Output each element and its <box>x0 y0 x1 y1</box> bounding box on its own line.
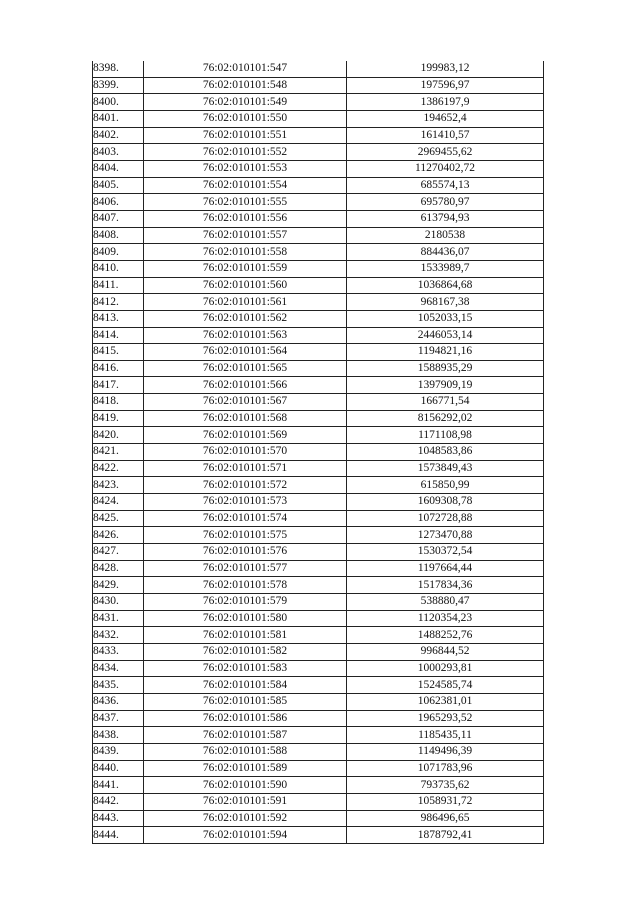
cadastral-value-cell: 1530372,54 <box>347 544 544 561</box>
row-number-cell: 8407. <box>93 210 144 227</box>
row-number-cell: 8409. <box>93 244 144 261</box>
table-row <box>93 260 544 277</box>
table-row <box>93 227 544 244</box>
cadastral-number-cell: 76:02:010101:594 <box>144 827 347 844</box>
row-number-cell: 8431. <box>93 610 144 627</box>
cadastral-value-cell: 194652,4 <box>347 110 544 127</box>
row-number-cell: 8403. <box>93 144 144 161</box>
cadastral-number-cell: 76:02:010101:560 <box>144 277 347 294</box>
table-row <box>93 277 544 294</box>
cadastral-number-cell: 76:02:010101:561 <box>144 294 347 311</box>
row-number-cell: 8404. <box>93 160 144 177</box>
table-row <box>93 360 544 377</box>
table-row <box>93 394 544 411</box>
cadastral-number-cell: 76:02:010101:569 <box>144 427 347 444</box>
cadastral-number-cell: 76:02:010101:558 <box>144 244 347 261</box>
table-row <box>93 810 544 827</box>
cadastral-value-cell: 1071783,96 <box>347 760 544 777</box>
cadastral-value-cell: 695780,97 <box>347 194 544 211</box>
cadastral-number-cell: 76:02:010101:549 <box>144 94 347 111</box>
cadastral-number-cell: 76:02:010101:575 <box>144 527 347 544</box>
row-number-cell: 8400. <box>93 94 144 111</box>
row-number-cell: 8418. <box>93 394 144 411</box>
cadastral-value-cell: 613794,93 <box>347 210 544 227</box>
table-row <box>93 594 544 611</box>
table-row <box>93 727 544 744</box>
cadastral-value-cell: 1273470,88 <box>347 527 544 544</box>
row-number-cell: 8416. <box>93 360 144 377</box>
cadastral-number-cell: 76:02:010101:563 <box>144 327 347 344</box>
cadastral-value-cell: 1171108,98 <box>347 427 544 444</box>
table-row <box>93 310 544 327</box>
row-number-cell: 8412. <box>93 294 144 311</box>
cadastral-value-cell: 1878792,41 <box>347 827 544 844</box>
cadastral-number-cell: 76:02:010101:562 <box>144 310 347 327</box>
cadastral-value-table <box>92 61 544 844</box>
row-number-cell: 8424. <box>93 494 144 511</box>
cadastral-number-cell: 76:02:010101:547 <box>144 61 347 77</box>
cadastral-number-cell: 76:02:010101:583 <box>144 660 347 677</box>
table-row <box>93 677 544 694</box>
row-number-cell: 8417. <box>93 377 144 394</box>
table-row <box>93 427 544 444</box>
cadastral-value-cell: 1517834,36 <box>347 577 544 594</box>
row-number-cell: 8426. <box>93 527 144 544</box>
row-number-cell: 8441. <box>93 777 144 794</box>
row-number-cell: 8419. <box>93 410 144 427</box>
table-row <box>93 643 544 660</box>
cadastral-number-cell: 76:02:010101:576 <box>144 544 347 561</box>
row-number-cell: 8443. <box>93 810 144 827</box>
cadastral-value-cell: 615850,99 <box>347 477 544 494</box>
cadastral-number-cell: 76:02:010101:557 <box>144 227 347 244</box>
row-number-cell: 8427. <box>93 544 144 561</box>
cadastral-number-cell: 76:02:010101:591 <box>144 793 347 810</box>
cadastral-number-cell: 76:02:010101:588 <box>144 743 347 760</box>
table-row <box>93 827 544 844</box>
table-row <box>93 244 544 261</box>
cadastral-number-cell: 76:02:010101:548 <box>144 77 347 94</box>
table-row <box>93 327 544 344</box>
row-number-cell: 8423. <box>93 477 144 494</box>
cadastral-value-cell: 1588935,29 <box>347 360 544 377</box>
table-row <box>93 494 544 511</box>
cadastral-value-cell: 1058931,72 <box>347 793 544 810</box>
cadastral-value-cell: 8156292,02 <box>347 410 544 427</box>
cadastral-value-cell: 1052033,15 <box>347 310 544 327</box>
row-number-cell: 8413. <box>93 310 144 327</box>
cadastral-value-cell: 1609308,78 <box>347 494 544 511</box>
table-row <box>93 660 544 677</box>
row-number-cell: 8438. <box>93 727 144 744</box>
cadastral-value-cell: 1533989,7 <box>347 260 544 277</box>
row-number-cell: 8433. <box>93 643 144 660</box>
cadastral-value-cell: 1062381,01 <box>347 693 544 710</box>
row-number-cell: 8420. <box>93 427 144 444</box>
cadastral-value-cell: 1197664,44 <box>347 560 544 577</box>
cadastral-value-cell: 166771,54 <box>347 394 544 411</box>
cadastral-number-cell: 76:02:010101:586 <box>144 710 347 727</box>
cadastral-value-cell: 197596,97 <box>347 77 544 94</box>
row-number-cell: 8421. <box>93 444 144 461</box>
cadastral-number-cell: 76:02:010101:577 <box>144 560 347 577</box>
row-number-cell: 8399. <box>93 77 144 94</box>
table-body <box>93 61 544 843</box>
table-row <box>93 377 544 394</box>
table-row <box>93 210 544 227</box>
table-row <box>93 527 544 544</box>
table-row <box>93 460 544 477</box>
cadastral-value-cell: 1048583,86 <box>347 444 544 461</box>
table-row <box>93 94 544 111</box>
row-number-cell: 8410. <box>93 260 144 277</box>
cadastral-number-cell: 76:02:010101:565 <box>144 360 347 377</box>
cadastral-value-cell: 1149496,39 <box>347 743 544 760</box>
cadastral-number-cell: 76:02:010101:579 <box>144 594 347 611</box>
cadastral-number-cell: 76:02:010101:555 <box>144 194 347 211</box>
cadastral-number-cell: 76:02:010101:552 <box>144 144 347 161</box>
table-row <box>93 144 544 161</box>
cadastral-value-cell: 1397909,19 <box>347 377 544 394</box>
cadastral-number-cell: 76:02:010101:589 <box>144 760 347 777</box>
cadastral-value-cell: 968167,38 <box>347 294 544 311</box>
cadastral-number-cell: 76:02:010101:572 <box>144 477 347 494</box>
row-number-cell: 8408. <box>93 227 144 244</box>
cadastral-value-cell: 1000293,81 <box>347 660 544 677</box>
cadastral-number-cell: 76:02:010101:585 <box>144 693 347 710</box>
table-row <box>93 743 544 760</box>
cadastral-value-cell: 1386197,9 <box>347 94 544 111</box>
row-number-cell: 8435. <box>93 677 144 694</box>
cadastral-number-cell: 76:02:010101:566 <box>144 377 347 394</box>
row-number-cell: 8434. <box>93 660 144 677</box>
row-number-cell: 8425. <box>93 510 144 527</box>
table-row <box>93 610 544 627</box>
table-row <box>93 510 544 527</box>
cadastral-number-cell: 76:02:010101:553 <box>144 160 347 177</box>
cadastral-number-cell: 76:02:010101:590 <box>144 777 347 794</box>
table-row <box>93 777 544 794</box>
table-row <box>93 544 544 561</box>
cadastral-number-cell: 76:02:010101:571 <box>144 460 347 477</box>
row-number-cell: 8442. <box>93 793 144 810</box>
row-number-cell: 8405. <box>93 177 144 194</box>
cadastral-number-cell: 76:02:010101:582 <box>144 643 347 660</box>
cadastral-value-cell: 2969455,62 <box>347 144 544 161</box>
cadastral-value-cell: 1488252,76 <box>347 627 544 644</box>
cadastral-value-cell: 11270402,72 <box>347 160 544 177</box>
cadastral-value-cell: 1036864,68 <box>347 277 544 294</box>
row-number-cell: 8414. <box>93 327 144 344</box>
row-number-cell: 8432. <box>93 627 144 644</box>
table-row <box>93 294 544 311</box>
row-number-cell: 8440. <box>93 760 144 777</box>
cadastral-value-cell: 538880,47 <box>347 594 544 611</box>
table-row <box>93 577 544 594</box>
row-number-cell: 8402. <box>93 127 144 144</box>
table-row <box>93 77 544 94</box>
row-number-cell: 8444. <box>93 827 144 844</box>
cadastral-value-cell: 793735,62 <box>347 777 544 794</box>
row-number-cell: 8428. <box>93 560 144 577</box>
table-row <box>93 627 544 644</box>
cadastral-number-cell: 76:02:010101:581 <box>144 627 347 644</box>
table-row <box>93 110 544 127</box>
cadastral-number-cell: 76:02:010101:550 <box>144 110 347 127</box>
cadastral-value-cell: 1524585,74 <box>347 677 544 694</box>
cadastral-value-cell: 1965293,52 <box>347 710 544 727</box>
table-row <box>93 693 544 710</box>
cadastral-value-cell: 986496,65 <box>347 810 544 827</box>
row-number-cell: 8415. <box>93 344 144 361</box>
cadastral-value-cell: 1185435,11 <box>347 727 544 744</box>
cadastral-value-cell: 884436,07 <box>347 244 544 261</box>
cadastral-number-cell: 76:02:010101:574 <box>144 510 347 527</box>
table-row <box>93 710 544 727</box>
cadastral-number-cell: 76:02:010101:570 <box>144 444 347 461</box>
table-row <box>93 560 544 577</box>
cadastral-number-cell: 76:02:010101:592 <box>144 810 347 827</box>
row-number-cell: 8406. <box>93 194 144 211</box>
table-row <box>93 410 544 427</box>
row-number-cell: 8398. <box>93 61 144 77</box>
table-row <box>93 61 544 77</box>
table-row <box>93 760 544 777</box>
cadastral-number-cell: 76:02:010101:556 <box>144 210 347 227</box>
cadastral-value-cell: 685574,13 <box>347 177 544 194</box>
cadastral-number-cell: 76:02:010101:568 <box>144 410 347 427</box>
table-row <box>93 194 544 211</box>
table-row <box>93 160 544 177</box>
row-number-cell: 8439. <box>93 743 144 760</box>
table-row <box>93 177 544 194</box>
table-row <box>93 444 544 461</box>
cadastral-value-cell: 199983,12 <box>347 61 544 77</box>
row-number-cell: 8429. <box>93 577 144 594</box>
row-number-cell: 8436. <box>93 693 144 710</box>
row-number-cell: 8422. <box>93 460 144 477</box>
cadastral-number-cell: 76:02:010101:551 <box>144 127 347 144</box>
row-number-cell: 8430. <box>93 594 144 611</box>
cadastral-value-cell: 1194821,16 <box>347 344 544 361</box>
table-row <box>93 344 544 361</box>
cadastral-value-cell: 2446053,14 <box>347 327 544 344</box>
cadastral-value-cell: 2180538 <box>347 227 544 244</box>
cadastral-number-cell: 76:02:010101:587 <box>144 727 347 744</box>
cadastral-number-cell: 76:02:010101:564 <box>144 344 347 361</box>
cadastral-value-cell: 1120354,23 <box>347 610 544 627</box>
cadastral-value-cell: 1072728,88 <box>347 510 544 527</box>
table-row <box>93 793 544 810</box>
cadastral-number-cell: 76:02:010101:554 <box>144 177 347 194</box>
cadastral-number-cell: 76:02:010101:578 <box>144 577 347 594</box>
cadastral-number-cell: 76:02:010101:573 <box>144 494 347 511</box>
cadastral-number-cell: 76:02:010101:567 <box>144 394 347 411</box>
table-row <box>93 477 544 494</box>
row-number-cell: 8401. <box>93 110 144 127</box>
table-row <box>93 127 544 144</box>
row-number-cell: 8411. <box>93 277 144 294</box>
row-number-cell: 8437. <box>93 710 144 727</box>
cadastral-number-cell: 76:02:010101:584 <box>144 677 347 694</box>
cadastral-number-cell: 76:02:010101:580 <box>144 610 347 627</box>
cadastral-number-cell: 76:02:010101:559 <box>144 260 347 277</box>
cadastral-value-cell: 1573849,43 <box>347 460 544 477</box>
cadastral-value-cell: 996844,52 <box>347 643 544 660</box>
cadastral-value-cell: 161410,57 <box>347 127 544 144</box>
